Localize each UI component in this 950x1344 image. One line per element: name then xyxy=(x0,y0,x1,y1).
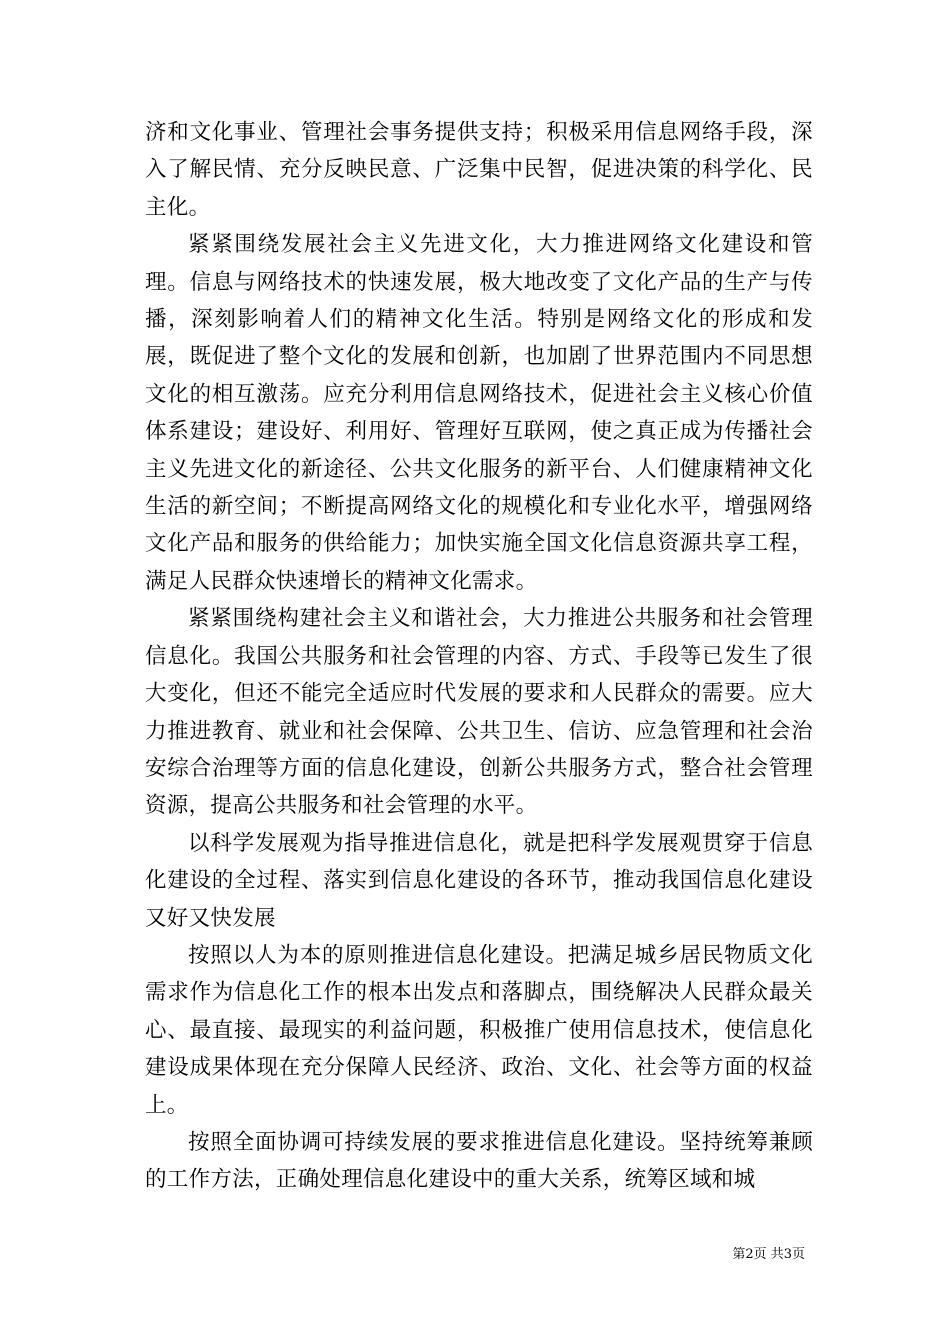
paragraph-4: 以科学发展观为指导推进信息化，就是把科学发展观贯穿于信息化建设的全过程、落实到信息化建设的各环节，推动我国信息化建设又好又快发展 xyxy=(145,830,813,931)
paragraph-3: 紧紧围绕构建社会主义和谐社会，大力推进公共服务和社会管理信息化。我国公共服务和社会管理的内容、方式、手段等已发生了很大变化，但还不能完全适应时代发展的要求和人民群众的需要。应大力推进教育、就业和社会保障、公共卫生、信访、应急管理和社会治安综合治理等方面的信息化建设，创新公共服务方式，整合社会管理资源，提高公共服务和社会管理的水平。 xyxy=(145,606,813,819)
document-body xyxy=(145,114,813,1199)
paragraph-2: 紧紧围绕发展社会主义先进文化，大力推进网络文化建设和管理。信息与网络技术的快速发展，极大地改变了文化产品的生产与传播，深刻影响着人们的精神文化生活。特别是网络文化的形成和发展，既促进了整个文化的发展和创新，也加剧了世界范围内不同思想文化的相互激荡。应充分利用信息网络技术，促进社会主义核心价值体系建设；建设好、利用好、管理好互联网，使之真正成为传播社会主义先进文化的新途径、公共文化服务的新平台、人们健康精神文化生活的新空间；不断提高网络文化的规模化和专业化水平，增强网络文化产品和服务的供给能力；加快实施全国文化信息资源共享工程，满足人民群众快速增长的精神文化需求。 xyxy=(145,232,813,594)
paragraph-5: 按照以人为本的原则推进信息化建设。把满足城乡居民物质文化需求作为信息化工作的根本出发点和落脚点，围绕解决人民群众最关心、最直接、最现实的利益问题，积极推广使用信息技术，使信息化建设成果体现在充分保障人民经济、政治、文化、社会等方面的权益上。 xyxy=(145,942,813,1118)
page-number: 第2页 共3页 xyxy=(732,1247,805,1262)
paragraph-1: 济和文化事业、管理社会事务提供支持；积极采用信息网络手段，深入了解民情、充分反映民意、广泛集中民智，促进决策的科学化、民主化。 xyxy=(145,120,813,220)
paragraph-6: 按照全面协调可持续发展的要求推进信息化建设。坚持统筹兼顾的工作方法，正确处理信息化建设中的重大关系，统筹区域和城 xyxy=(145,1129,813,1193)
